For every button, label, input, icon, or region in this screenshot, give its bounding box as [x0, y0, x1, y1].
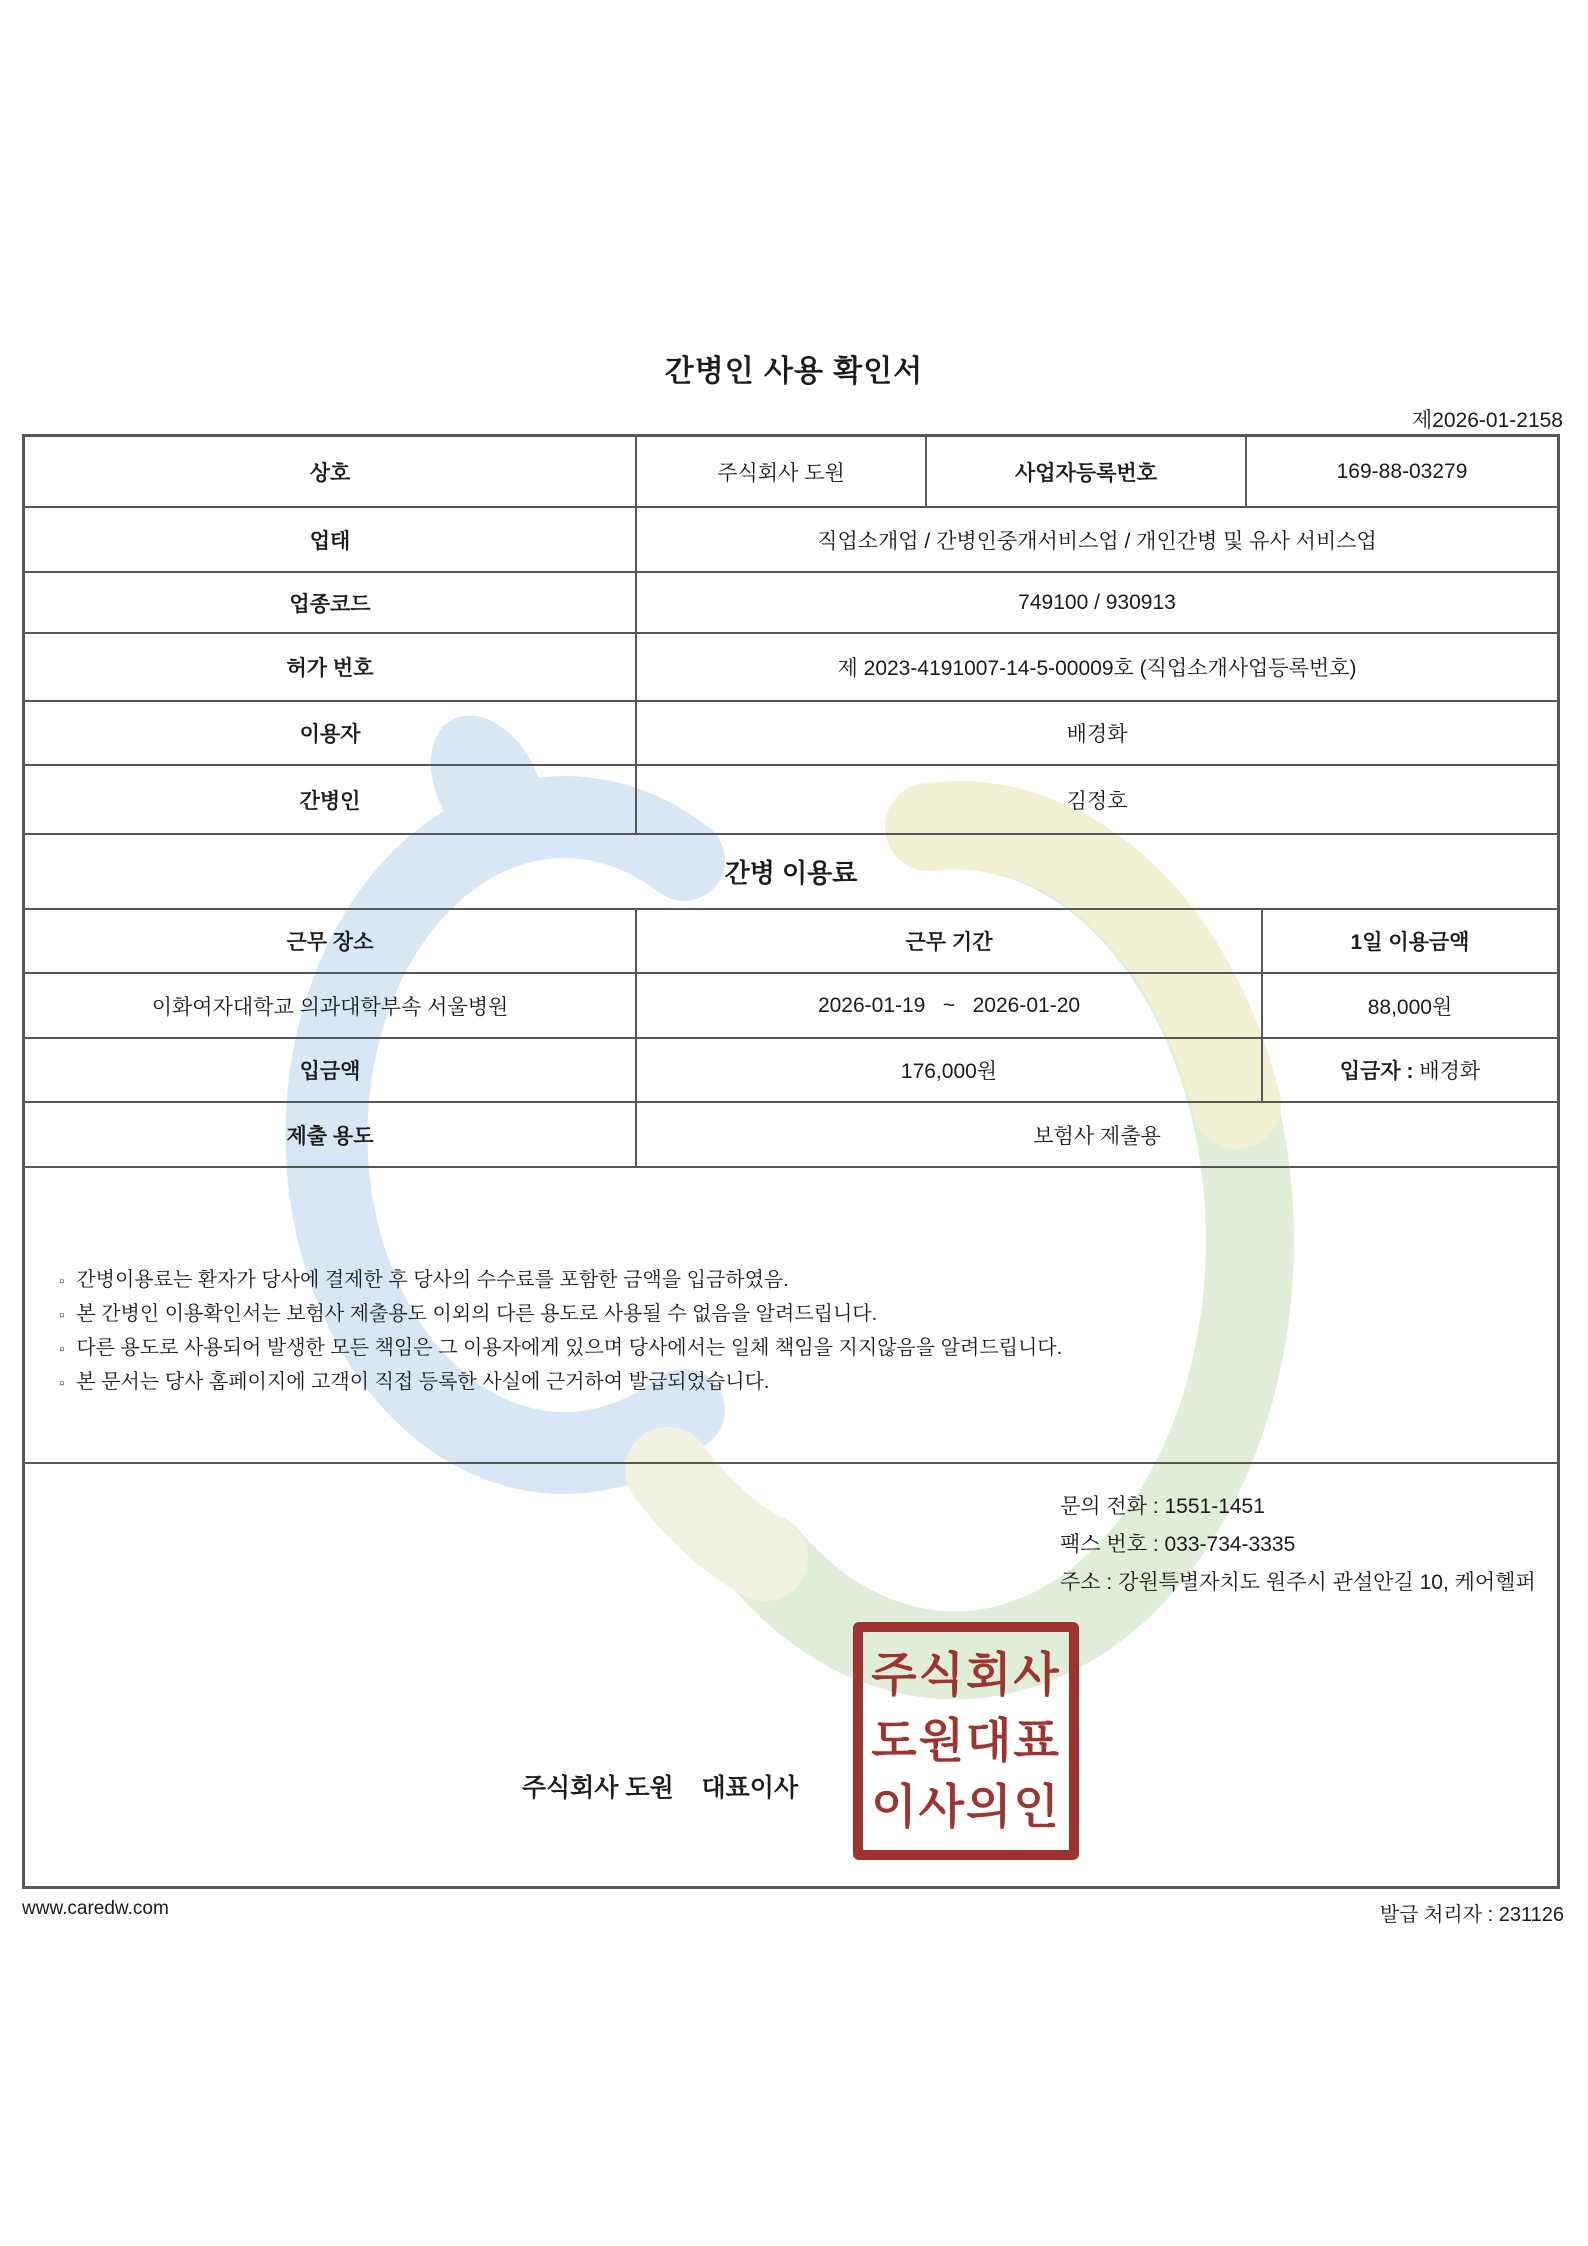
deposit-value: 176,000원 — [635, 1039, 1261, 1101]
row-deposit — [25, 1037, 1557, 1101]
company-value: 주식회사 도원 — [635, 437, 925, 506]
square-bullet-icon: ▫ — [59, 1341, 65, 1358]
seal-text-line: 도원대표 — [871, 1714, 1061, 1767]
depositor-cell — [1261, 1039, 1557, 1101]
user-label: 이용자 — [299, 723, 361, 746]
signature-block — [25, 1464, 1557, 1886]
issuer-id: 발급 처리자 : 231126 — [1379, 1904, 1564, 1926]
work-place-value: 이화여자대학교 의과대학부속 서울병원 — [151, 995, 509, 1019]
user-value: 배경화 — [635, 702, 1557, 764]
row-purpose — [25, 1101, 1557, 1166]
row-company — [25, 437, 1557, 506]
page-title: 간병인 사용 확인서 — [664, 355, 924, 388]
permit-label: 허가 번호 — [286, 657, 374, 680]
seal-text-line: 이사의인 — [871, 1780, 1061, 1833]
row-biz-type — [25, 506, 1557, 571]
caregiver-value: 김정호 — [635, 766, 1557, 833]
square-bullet-icon: ▫ — [59, 1307, 65, 1324]
note-text: 다른 용도로 사용되어 발생한 모든 책임은 그 이용자에게 있으며 당사에서는 일체 책임을 지지않음을 알려드립니다. — [76, 1337, 1063, 1359]
confirmation-table — [22, 434, 1560, 1889]
purpose-label: 제출 용도 — [286, 1124, 374, 1148]
permit-value: 제 2023-4191007-14-5-00009호 (직업소개사업등록번호) — [635, 634, 1557, 700]
depositor-label: 입금자 : — [1339, 1060, 1420, 1083]
row-fee-columns — [25, 908, 1557, 972]
biz-type-value: 직업소개업 / 간병인중개서비스업 / 개인간병 및 유사 서비스업 — [635, 508, 1557, 571]
fee-section-header: 간병 이용료 — [724, 858, 858, 888]
square-bullet-icon: ▫ — [59, 1375, 65, 1392]
row-fee-header — [25, 833, 1557, 908]
notes-block — [25, 1168, 1557, 1462]
contact-info — [1060, 1488, 1536, 1602]
document-number: 제2026-01-2158 — [1411, 409, 1563, 432]
biz-reg-value: 169-88-03279 — [1245, 437, 1557, 506]
contact-phone: 문의 전화 : 1551-1451 — [1060, 1495, 1265, 1518]
website-url: www.caredw.com — [22, 1898, 169, 1919]
depositor-value: 배경화 — [1419, 1060, 1481, 1083]
purpose-value: 보험사 제출용 — [635, 1103, 1557, 1166]
note-item — [59, 1264, 1537, 1298]
daily-fee-label: 1일 이용금액 — [1261, 910, 1557, 972]
work-place-label: 근무 장소 — [286, 931, 374, 954]
company-label: 상호 — [309, 461, 351, 485]
note-item — [59, 1366, 1537, 1400]
row-user — [25, 700, 1557, 764]
seal-text-line: 주식회사 — [871, 1648, 1061, 1701]
daily-fee-value: 88,000원 — [1261, 974, 1557, 1037]
row-notes — [25, 1166, 1557, 1462]
work-period-value: 2026-01-19 ~ 2026-01-20 — [635, 974, 1261, 1037]
note-item — [59, 1298, 1537, 1332]
row-caregiver — [25, 764, 1557, 833]
note-text: 본 문서는 당사 홈페이지에 고객이 직접 등록한 사실에 근거하여 발급되었습니다. — [76, 1371, 770, 1393]
corporate-seal-stamp — [853, 1622, 1079, 1860]
contact-address: 주소 : 강원특별자치도 원주시 관설안길 10, 케어헬퍼 — [1060, 1571, 1536, 1594]
row-signature — [25, 1462, 1557, 1886]
biz-reg-label: 사업자등록번호 — [925, 437, 1245, 506]
note-text: 간병이용료는 환자가 당사에 결제한 후 당사의 수수료를 포함한 금액을 입금하였음. — [76, 1269, 789, 1291]
square-bullet-icon: ▫ — [59, 1273, 65, 1290]
row-permit — [25, 632, 1557, 700]
note-item — [59, 1332, 1537, 1366]
company-ceo-signature-text: 주식회사 도원 대표이사 — [521, 1774, 799, 1802]
caregiver-label: 간병인 — [299, 789, 361, 813]
row-fee-values — [25, 972, 1557, 1037]
deposit-label: 입금액 — [299, 1060, 361, 1083]
biz-type-label: 업태 — [309, 529, 351, 553]
biz-code-label: 업종코드 — [289, 592, 371, 616]
biz-code-value: 749100 / 930913 — [635, 573, 1557, 632]
contact-fax: 팩스 번호 : 033-734-3335 — [1060, 1533, 1296, 1556]
row-biz-code — [25, 571, 1557, 632]
note-text: 본 간병인 이용확인서는 보험사 제출용도 이외의 다른 용도로 사용될 수 없음을 알려드립니다. — [76, 1303, 878, 1325]
work-period-label: 근무 기간 — [635, 910, 1261, 972]
